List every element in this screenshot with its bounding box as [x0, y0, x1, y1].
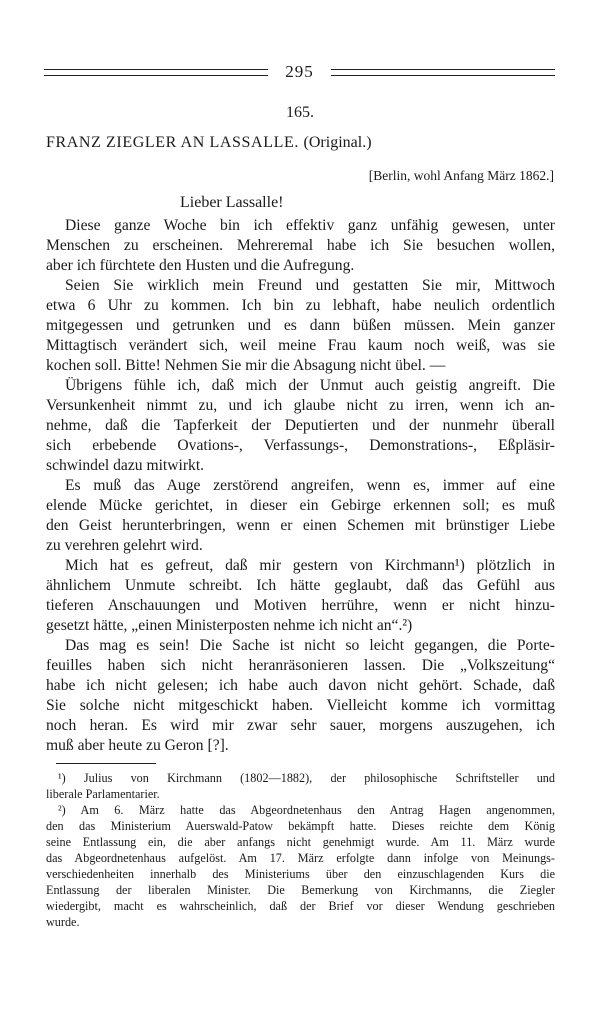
footnote-line: liberale Parlamentarier. [46, 787, 160, 801]
footnote-line: wurde. [46, 915, 80, 929]
text-line: elende Mücke gerichtet, in dieser ein Gebirge erkennen soll; es muß [46, 497, 555, 514]
text-line: zu verehren gelehrt wird. [46, 537, 203, 554]
text-line: Sie solche nicht mitgeschickt haben. Vielleicht komme ich vormittag [46, 697, 555, 714]
text-line: Versunkenheit nimmt zu, und ich glaube nicht zu irren, wenn ich an- [46, 397, 555, 414]
text-line: nehme, daß die Tapferkeit der Deputierten und der nunmehr überall [46, 417, 555, 434]
text-line: sich erbebende Ovations-, Verfassungs-, Demonstrations-, Eßpläsir- [46, 437, 555, 454]
footnote-line: wiedergibt, macht es wahrscheinlich, daß der Brief vor dieser Wendung geschrieben [46, 899, 555, 913]
footnote-line: seine Entlassung ein, die aber anfangs nicht genehmigt wurde. Am 11. März wurde [46, 835, 555, 849]
text-line: Menschen zu erscheinen. Mehreremal habe ich Sie besuchen wollen, [46, 237, 555, 254]
paragraph [46, 276, 555, 376]
paragraph [46, 636, 555, 756]
text-line: etwa 6 Uhr zu kommen. Ich bin zu lebhaft, habe neulich ordentlich [46, 297, 555, 314]
paragraph [46, 216, 555, 276]
text-line: den Geist herunterbringen, wenn er einen Schemen mit brünstiger Liebe [46, 517, 555, 534]
text-line: Seien Sie wirklich mein Freund und gestatten Sie mir, Mittwoch [65, 277, 555, 294]
text-line: habe ich nicht gelesen; ich habe auch davon nicht gehört. Schade, daß [46, 677, 555, 694]
dateline: [Berlin, wohl Anfang März 1862.] [368, 168, 554, 183]
text-line: Übrigens fühle ich, daß mich der Unmut auch geistig angreift. Die [65, 377, 555, 394]
text-line: kochen soll. Bitte! Nehmen Sie mir die Absagung nicht übel. — [46, 357, 446, 374]
letter-body [46, 216, 555, 756]
text-line: feuilles haben sich nicht heranräsonieren lassen. Die „Volkszeitung“ [46, 657, 555, 674]
letter-title-note: (Original.) [303, 134, 372, 151]
text-line: schwindel dazu mitwirkt. [46, 457, 205, 474]
page-header [44, 62, 555, 84]
letter-title [46, 134, 372, 152]
text-line: aber ich fürchtete den Husten und die Aufregung. [46, 257, 355, 274]
footnote-line: das Abgeordnetenhaus aufgelöst. Am 17. März erfolgte dann infolge von Meinungs- [46, 851, 555, 865]
text-line: Es muß das Auge zerstörend angreifen, wenn es, immer auf eine [65, 477, 555, 494]
text-line: tieferen Anschauungen und Motiven herrühre, wenn er nicht hinzu- [46, 597, 555, 614]
text-line: Das mag es sein! Die Sache ist nicht so leicht gegangen, die Porte- [65, 637, 555, 654]
footnote-line: ²) Am 6. März hatte das Abgeordnetenhaus den Antrag Hagen angenommen, [58, 803, 555, 817]
letter-number: 165. [286, 104, 314, 121]
footnotes [46, 770, 555, 930]
paragraph [46, 556, 555, 636]
text-line: muß aber heute zu Geron [?]. [46, 737, 229, 754]
paragraph [46, 476, 555, 556]
footnote [46, 802, 555, 930]
header-rule-right [331, 69, 555, 76]
footnote-line: Entlassung der liberalen Minister. Die Bemerkung von Kirchmanns, die Ziegler [46, 883, 555, 897]
letter-title-text: FRANZ ZIEGLER AN LASSALLE. [46, 134, 299, 151]
text-line: noch heran. Es wird mir zwar sehr sauer, morgens auszugehen, ich [46, 717, 555, 734]
text-line: ähnlichem Unmute schreibt. Ich hätte geglaubt, daß das Gefühl aus [46, 577, 555, 594]
footnote [46, 770, 555, 802]
paragraph [46, 376, 555, 476]
footnote-line: verschiedenheiten innerhalb des Ministeriums über den einzuschlagenden Kurs die [46, 867, 555, 881]
footnote-rule [56, 763, 156, 764]
text-line: mitgegessen und getrunken und es dann büßen müssen. Mein ganzer [46, 317, 555, 334]
footnote-line: ¹) Julius von Kirchmann (1802—1882), der philosophische Schriftsteller und [58, 771, 555, 785]
text-line: gesetzt hätte, „einen Ministerposten nehme ich nicht an“.²) [46, 617, 413, 634]
text-line: Diese ganze Woche bin ich effektiv ganz unfähig gewesen, unter [65, 217, 555, 234]
footnote-line: den das Ministerium Auerswald-Patow bekämpft hatte. Dieses reichte dem König [46, 819, 555, 833]
text-line: Mittagtisch verändert sich, weil meine Frau kaum noch weiß, was sie [46, 337, 555, 354]
salutation: Lieber Lassalle! [180, 194, 284, 211]
page-number: 295 [285, 62, 314, 81]
text-line: Mich hat es gefreut, daß mir gestern von Kirchmann¹) plötzlich in [65, 557, 555, 574]
